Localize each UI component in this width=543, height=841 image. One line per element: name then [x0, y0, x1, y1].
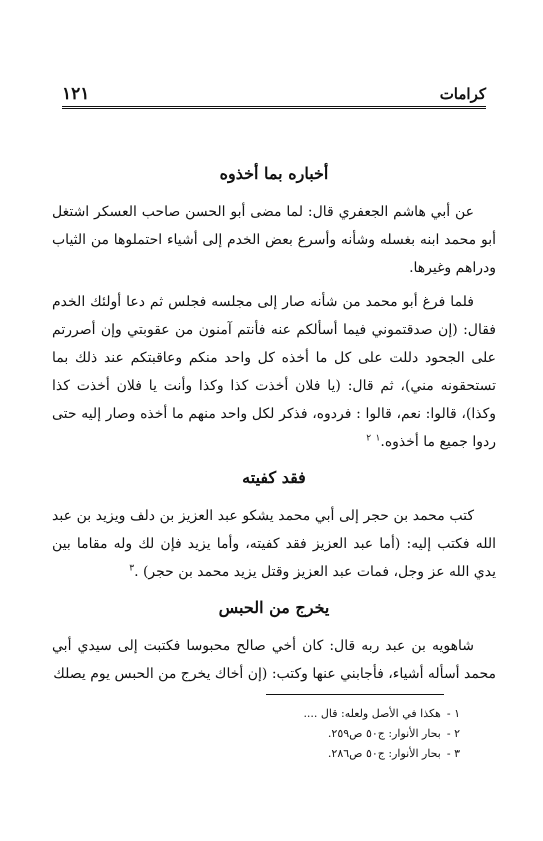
section-title: فقد كفيته	[242, 468, 306, 487]
paragraph: عن أبي هاشم الجعفري قال: لما مضى أبو الحسن صاحب العسكر اشتغل أبو محمد ابنه بغسله وشأنه وأسرع بعض الخدم إلى أشياء احتملوها من الثياب ودراهم وغيرها.	[52, 204, 496, 276]
footnote-divider	[266, 694, 444, 695]
footnote-marker[interactable]: ٣	[129, 563, 135, 574]
footnote: ٢ -بحار الأنوار: ج٥٠ ص٢٥٩.	[327, 727, 460, 740]
section-title: أخباره بما أخذوه	[219, 164, 329, 183]
section-title: يخرج من الحبس	[218, 598, 330, 617]
paragraph: فلما فرغ أبو محمد من شأنه صار إلى مجلسه فجلس ثم دعا أولئك الخدم فقال: (إن صدقتموني فيما أسألكم عنه فأنتم آمنون من عقوبتي وإن أصررتم على الجحود دللت على كل ما أخذه كل واحد منكم وعاقبتكم عند ذلك بما تستحقونه مني)، ثم قال: (يا فلان أخذت كذا وكذا وأنت يا فلان أخذت كذا وكذا)، قالوا: نعم، قالوا : فردوه، فذكر لكل واحد منهم ما أخذه وصار إليه حتى ردوا جميع ما أخذوه.$^١$ $^٢$	[52, 294, 496, 450]
section-3	[52, 596, 496, 688]
chapter-title: كرامات	[439, 85, 486, 103]
paragraph: كتب محمد بن حجر إلى أبي محمد يشكو عبد العزيز بن دلف ويزيد بن عبد الله فكتب إليه: (أما عبد العزيز فقد كفيته، وأما يزيد فإن لك وله مقاما بين يدي الله عز وجل، فمات عبد العزيز وقتل يزيد محمد بن حجر) .$^٣$	[52, 508, 496, 580]
footnote-marker[interactable]: ١	[375, 433, 381, 444]
footnotes	[60, 704, 460, 764]
section-1	[52, 162, 496, 456]
running-header	[62, 80, 486, 109]
footnote: ٣ -بحار الأنوار: ج٥٠ ص٢٨٦.	[327, 747, 460, 760]
paragraph: شاهويه بن عبد ربه قال: كان أخي صالح محبوسا فكتبت إلى سيدي أبي محمد أسأله أشياء، فأجابني عنها وكتب: (إن أخاك يخرج من الحبس يوم يصلك	[52, 638, 496, 682]
page-number: ١٢١	[62, 84, 90, 104]
section-2	[52, 466, 496, 586]
footnote-marker[interactable]: ٢	[366, 433, 372, 444]
main-text	[52, 162, 496, 698]
footnote: ١ -هكذا في الأصل ولعله: قال ....	[303, 707, 460, 720]
